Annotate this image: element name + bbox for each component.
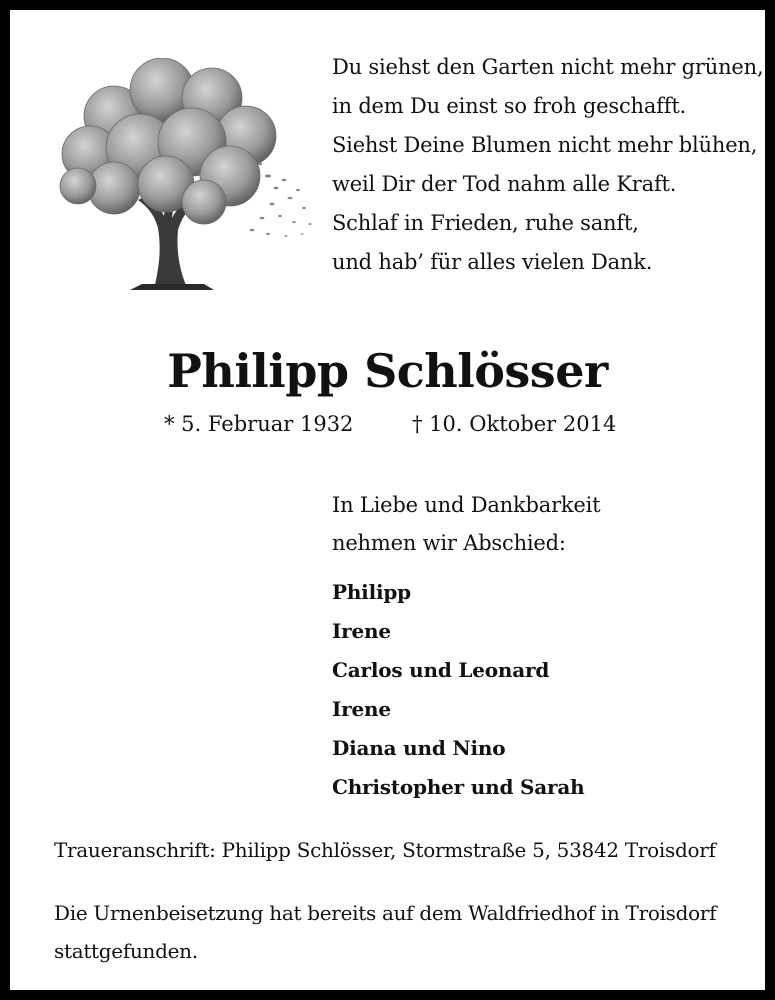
poem-line: weil Dir der Tod nahm alle Kraft. xyxy=(332,172,677,196)
mourners-list xyxy=(332,573,584,807)
poem-line: in dem Du einst so froh geschafft. xyxy=(332,94,687,118)
poem xyxy=(332,48,764,282)
poem-line: und hab’ für alles vielen Dank. xyxy=(332,250,653,274)
poem-line: Du siehst den Garten nicht mehr grünen, xyxy=(332,55,764,79)
farewell-text xyxy=(332,486,600,562)
poem-line: Siehst Deine Blumen nicht mehr blühen, xyxy=(332,133,758,157)
mourner-name: Irene xyxy=(332,697,391,721)
mourner-name: Carlos und Leonard xyxy=(332,658,550,682)
birth-date: * 5. Februar 1932 xyxy=(164,412,354,436)
death-date: † 10. Oktober 2014 xyxy=(412,412,617,436)
burial-line: stattgefunden. xyxy=(54,939,198,963)
burial-line: Die Urnenbeisetzung hat bereits auf dem Waldfriedhof in Troisdorf xyxy=(54,901,717,925)
deceased-name: Philipp Schlösser xyxy=(167,344,608,398)
tree-illustration xyxy=(54,58,316,290)
farewell-line: nehmen wir Abschied: xyxy=(332,531,566,555)
mourner-name: Diana und Nino xyxy=(332,736,506,760)
mourner-name: Irene xyxy=(332,619,391,643)
poem-line: Schlaf in Frieden, ruhe sanft, xyxy=(332,211,639,235)
burial-notice xyxy=(54,894,744,970)
mourner-name: Christopher und Sarah xyxy=(332,775,585,799)
mourning-address: Traueranschrift: Philipp Schlösser, Stormstraße 5, 53842 Troisdorf xyxy=(54,838,716,862)
mourner-name: Philipp xyxy=(332,580,411,604)
farewell-line: In Liebe und Dankbarkeit xyxy=(332,493,601,517)
